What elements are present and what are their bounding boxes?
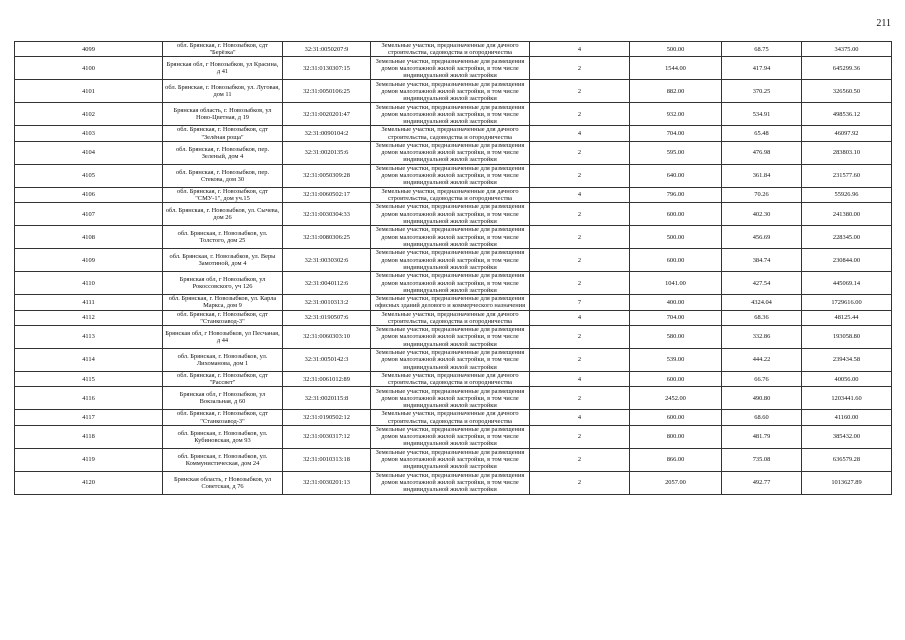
address-cell: обл. Брянская, г. Новозыбков, ул. Карла Маркса, дом 9: [163, 295, 283, 310]
cadastral-value-cell: 228345.00: [802, 226, 892, 249]
table-row: [15, 57, 892, 80]
row-number-cell: 4108: [15, 226, 163, 249]
cadastral-number-cell: 32:31:0060502:17: [283, 187, 371, 202]
row-number-cell: 4111: [15, 295, 163, 310]
cadastral-value-cell: 239434.58: [802, 349, 892, 372]
cadastral-number-cell: 32:31:0030302:6: [283, 249, 371, 272]
land-use-cell: Земельные участки, предназначенные для размещения домов малоэтажной жилой застройки, в том числе индивидуальной жилой застройки: [371, 80, 530, 103]
cadastral-number-cell: 32:31:0010313:18: [283, 448, 371, 471]
specific-value-cell: 476.98: [722, 141, 802, 164]
group-cell: 4: [530, 42, 630, 57]
address-cell: обл. Брянская, г. Новозыбков, пер. Стекова, дом 30: [163, 164, 283, 187]
address-cell: Брянская область, г. Новозыбков, ул Ново-Цветная, д 19: [163, 103, 283, 126]
table-row: [15, 349, 892, 372]
row-number-cell: 4117: [15, 410, 163, 425]
area-cell: 2057.00: [630, 471, 722, 494]
row-number-cell: 4099: [15, 42, 163, 57]
cadastral-value-cell: 41160.00: [802, 410, 892, 425]
row-number-cell: 4112: [15, 310, 163, 325]
row-number-cell: 4102: [15, 103, 163, 126]
cadastral-number-cell: 32:31:0010313:2: [283, 295, 371, 310]
land-use-cell: Земельные участки, предназначенные для размещения домов малоэтажной жилой застройки, в том числе индивидуальной жилой застройки: [371, 448, 530, 471]
cadastral-number-cell: 32:31:0050142:3: [283, 349, 371, 372]
land-use-cell: Земельные участки, предназначенные для размещения домов малоэтажной жилой застройки, в том числе индивидуальной жилой застройки: [371, 203, 530, 226]
group-cell: 2: [530, 349, 630, 372]
cadastral-value-cell: 498536.12: [802, 103, 892, 126]
area-cell: 704.00: [630, 126, 722, 141]
specific-value-cell: 384.74: [722, 249, 802, 272]
land-use-cell: Земельные участки, предназначенные для размещения домов малоэтажной жилой застройки, в том числе индивидуальной жилой застройки: [371, 164, 530, 187]
area-cell: 600.00: [630, 410, 722, 425]
area-cell: 580.00: [630, 326, 722, 349]
area-cell: 400.00: [630, 295, 722, 310]
table-row: [15, 471, 892, 494]
address-cell: обл. Брянская, г. Новозыбков, сдт "Станкозавод-3": [163, 410, 283, 425]
cadastral-value-cell: 231577.60: [802, 164, 892, 187]
cadastral-value-cell: 1203441.60: [802, 387, 892, 410]
address-cell: обл. Брянская, г. Новозыбков, ул. Коммунистическая, дом 24: [163, 448, 283, 471]
address-cell: обл. Брянская, г. Новозыбков, сдт "Рассвет": [163, 372, 283, 387]
area-cell: 1544.00: [630, 57, 722, 80]
table-row: [15, 372, 892, 387]
group-cell: 4: [530, 372, 630, 387]
row-number-cell: 4120: [15, 471, 163, 494]
row-number-cell: 4107: [15, 203, 163, 226]
cadastral-value-cell: 55926.96: [802, 187, 892, 202]
table-row: [15, 448, 892, 471]
table-row: [15, 103, 892, 126]
specific-value-cell: 492.77: [722, 471, 802, 494]
table-row: [15, 187, 892, 202]
group-cell: 2: [530, 425, 630, 448]
land-use-cell: Земельные участки, предназначенные для дачного строительства, садоводства и огородничества: [371, 372, 530, 387]
cadastral-value-table: [14, 41, 892, 495]
cadastral-number-cell: 32:31:0030317:12: [283, 425, 371, 448]
land-use-cell: Земельные участки, предназначенные для дачного строительства, садоводства и огородничества: [371, 410, 530, 425]
area-cell: 600.00: [630, 203, 722, 226]
land-use-cell: Земельные участки, предназначенные для дачного строительства, садоводства и огородничества: [371, 126, 530, 141]
cadastral-value-cell: 40056.00: [802, 372, 892, 387]
cadastral-value-cell: 48125.44: [802, 310, 892, 325]
specific-value-cell: 66.76: [722, 372, 802, 387]
address-cell: обл. Брянская, г. Новозыбков, ул. Толстого, дом 25: [163, 226, 283, 249]
land-use-cell: Земельные участки, предназначенные для размещения домов малоэтажной жилой застройки, в том числе индивидуальной жилой застройки: [371, 103, 530, 126]
land-use-cell: Земельные участки, предназначенные для размещения домов малоэтажной жилой застройки, в том числе индивидуальной жилой застройки: [371, 326, 530, 349]
cadastral-number-cell: 32:31:0040112:6: [283, 272, 371, 295]
land-use-cell: Земельные участки, предназначенные для дачного строительства, садоводства и огородничества: [371, 310, 530, 325]
row-number-cell: 4105: [15, 164, 163, 187]
table-row: [15, 42, 892, 57]
cadastral-value-cell: 46097.92: [802, 126, 892, 141]
cadastral-number-cell: 32:31:0190507:6: [283, 310, 371, 325]
address-cell: обл. Брянская, г. Новозыбков, ул. Сычева, дом 26: [163, 203, 283, 226]
table-row: [15, 126, 892, 141]
row-number-cell: 4115: [15, 372, 163, 387]
cadastral-value-cell: 283803.10: [802, 141, 892, 164]
table-row: [15, 249, 892, 272]
address-cell: обл. Брянская, г. Новозыбков, ул. Лихоманова, дом 1: [163, 349, 283, 372]
cadastral-number-cell: 32:31:0090104:2: [283, 126, 371, 141]
cadastral-number-cell: 32:31:0080306:25: [283, 226, 371, 249]
address-cell: обл. Брянская, г. Новозыбков, ул. Кубиновская, дом 93: [163, 425, 283, 448]
cadastral-number-cell: 32:31:0061012:89: [283, 372, 371, 387]
area-cell: 2452.00: [630, 387, 722, 410]
cadastral-value-cell: 34375.00: [802, 42, 892, 57]
specific-value-cell: 65.48: [722, 126, 802, 141]
land-use-cell: Земельные участки, предназначенные для размещения домов малоэтажной жилой застройки, в том числе индивидуальной жилой застройки: [371, 226, 530, 249]
group-cell: 2: [530, 164, 630, 187]
cadastral-number-cell: 32:31:0020115:8: [283, 387, 371, 410]
specific-value-cell: 332.86: [722, 326, 802, 349]
group-cell: 2: [530, 326, 630, 349]
cadastral-value-cell: 1013627.89: [802, 471, 892, 494]
row-number-cell: 4104: [15, 141, 163, 164]
cadastral-value-cell: 1729616.00: [802, 295, 892, 310]
cadastral-number-cell: 32:31:0190502:12: [283, 410, 371, 425]
page-number: 211: [876, 18, 891, 29]
land-use-cell: Земельные участки, предназначенные для размещения домов малоэтажной жилой застройки, в том числе индивидуальной жилой застройки: [371, 272, 530, 295]
cadastral-value-cell: 230844.00: [802, 249, 892, 272]
address-cell: Брянская обл, г Новозыбков, ул Песчаная, д 44: [163, 326, 283, 349]
cadastral-value-cell: 636579.28: [802, 448, 892, 471]
area-cell: 1041.00: [630, 272, 722, 295]
cadastral-number-cell: 32:31:0030201:13: [283, 471, 371, 494]
cadastral-number-cell: 32:31:0060303:10: [283, 326, 371, 349]
table-row: [15, 425, 892, 448]
area-cell: 595.00: [630, 141, 722, 164]
group-cell: 2: [530, 80, 630, 103]
address-cell: обл. Брянская, г. Новозыбков, пер. Зеленый, дом 4: [163, 141, 283, 164]
land-use-cell: Земельные участки, предназначенные для размещения домов малоэтажной жилой застройки, в том числе индивидуальной жилой застройки: [371, 249, 530, 272]
specific-value-cell: 444.22: [722, 349, 802, 372]
row-number-cell: 4118: [15, 425, 163, 448]
specific-value-cell: 534.91: [722, 103, 802, 126]
row-number-cell: 4101: [15, 80, 163, 103]
specific-value-cell: 370.25: [722, 80, 802, 103]
cadastral-value-cell: 445069.14: [802, 272, 892, 295]
cadastral-number-cell: 32:31:0050207:9: [283, 42, 371, 57]
area-cell: 500.00: [630, 226, 722, 249]
specific-value-cell: 417.94: [722, 57, 802, 80]
land-use-cell: Земельные участки, предназначенные для размещения домов малоэтажной жилой застройки, в том числе индивидуальной жилой застройки: [371, 387, 530, 410]
area-cell: 500.00: [630, 42, 722, 57]
address-cell: обл. Брянская, г. Новозыбков, сдт "СМУ-1", дом уч.15: [163, 187, 283, 202]
land-use-cell: Земельные участки, предназначенные для дачного строительства, садоводства и огородничества: [371, 42, 530, 57]
specific-value-cell: 427.54: [722, 272, 802, 295]
group-cell: 2: [530, 103, 630, 126]
address-cell: Брянская обл, г Новозыбков, ул Вокзальная, д 60: [163, 387, 283, 410]
group-cell: 4: [530, 310, 630, 325]
cadastral-value-cell: 385432.00: [802, 425, 892, 448]
specific-value-cell: 68.75: [722, 42, 802, 57]
row-number-cell: 4110: [15, 272, 163, 295]
group-cell: 2: [530, 203, 630, 226]
area-cell: 600.00: [630, 372, 722, 387]
land-use-cell: Земельные участки, предназначенные для размещения домов малоэтажной жилой застройки, в том числе индивидуальной жилой застройки: [371, 57, 530, 80]
cadastral-value-cell: 193058.80: [802, 326, 892, 349]
cadastral-number-cell: 32:31:0050106:25: [283, 80, 371, 103]
specific-value-cell: 402.30: [722, 203, 802, 226]
area-cell: 539.00: [630, 349, 722, 372]
area-cell: 600.00: [630, 249, 722, 272]
specific-value-cell: 68.36: [722, 310, 802, 325]
address-cell: Брянская обл, г Новозыбков, ул Рокоссовского, уч 126: [163, 272, 283, 295]
group-cell: 2: [530, 471, 630, 494]
row-number-cell: 4119: [15, 448, 163, 471]
area-cell: 866.00: [630, 448, 722, 471]
table-row: [15, 141, 892, 164]
table-row: [15, 203, 892, 226]
address-cell: обл. Брянская, г. Новозыбков, ул. Луговая, дом 11: [163, 80, 283, 103]
land-use-cell: Земельные участки, предназначенные для размещения домов малоэтажной жилой застройки, в том числе индивидуальной жилой застройки: [371, 141, 530, 164]
specific-value-cell: 481.79: [722, 425, 802, 448]
cadastral-number-cell: 32:31:0020201:47: [283, 103, 371, 126]
specific-value-cell: 70.26: [722, 187, 802, 202]
specific-value-cell: 456.69: [722, 226, 802, 249]
group-cell: 7: [530, 295, 630, 310]
specific-value-cell: 361.84: [722, 164, 802, 187]
row-number-cell: 4100: [15, 57, 163, 80]
group-cell: 4: [530, 410, 630, 425]
row-number-cell: 4103: [15, 126, 163, 141]
group-cell: 4: [530, 187, 630, 202]
specific-value-cell: 4324.04: [722, 295, 802, 310]
area-cell: 704.00: [630, 310, 722, 325]
specific-value-cell: 68.60: [722, 410, 802, 425]
row-number-cell: 4114: [15, 349, 163, 372]
specific-value-cell: 490.80: [722, 387, 802, 410]
specific-value-cell: 735.08: [722, 448, 802, 471]
group-cell: 2: [530, 448, 630, 471]
group-cell: 2: [530, 387, 630, 410]
group-cell: 2: [530, 57, 630, 80]
table-row: [15, 164, 892, 187]
cadastral-number-cell: 32:31:0030304:33: [283, 203, 371, 226]
table-row: [15, 387, 892, 410]
table-row: [15, 310, 892, 325]
table-row: [15, 326, 892, 349]
cadastral-value-cell: 241380.00: [802, 203, 892, 226]
address-cell: Брянская обл, г Новозыбков, ул Красина, д 41: [163, 57, 283, 80]
land-use-cell: Земельные участки, предназначенные для размещения офисных зданий делового и коммерческого назначения: [371, 295, 530, 310]
row-number-cell: 4106: [15, 187, 163, 202]
land-use-cell: Земельные участки, предназначенные для размещения домов малоэтажной жилой застройки, в том числе индивидуальной жилой застройки: [371, 349, 530, 372]
cadastral-number-cell: 32:31:0130307:15: [283, 57, 371, 80]
row-number-cell: 4109: [15, 249, 163, 272]
area-cell: 640.00: [630, 164, 722, 187]
row-number-cell: 4116: [15, 387, 163, 410]
area-cell: 932.00: [630, 103, 722, 126]
address-cell: обл. Брянская, г. Новозыбков, сдт "Станкозавод-3": [163, 310, 283, 325]
table-row: [15, 226, 892, 249]
area-cell: 796.00: [630, 187, 722, 202]
table-row: [15, 272, 892, 295]
group-cell: 4: [530, 126, 630, 141]
group-cell: 2: [530, 141, 630, 164]
cadastral-number-cell: 32:31:0050309:28: [283, 164, 371, 187]
area-cell: 800.00: [630, 425, 722, 448]
address-cell: обл. Брянская, г. Новозыбков, ул. Веры Замотиной, дом 4: [163, 249, 283, 272]
address-cell: обл. Брянская, г. Новозыбков, сдт "Берёзка": [163, 42, 283, 57]
land-use-cell: Земельные участки, предназначенные для размещения домов малоэтажной жилой застройки, в том числе индивидуальной жилой застройки: [371, 425, 530, 448]
address-cell: обл. Брянская, г. Новозыбков, сдт "Зелёная роща": [163, 126, 283, 141]
group-cell: 2: [530, 226, 630, 249]
table-row: [15, 80, 892, 103]
land-use-cell: Земельные участки, предназначенные для дачного строительства, садоводства и огородничества: [371, 187, 530, 202]
cadastral-number-cell: 32:31:0020135:6: [283, 141, 371, 164]
cadastral-value-cell: 326560.50: [802, 80, 892, 103]
table-row: [15, 295, 892, 310]
cadastral-value-cell: 645299.36: [802, 57, 892, 80]
table-row: [15, 410, 892, 425]
address-cell: Брянская область, г Новозыбков, ул Советская, д 76: [163, 471, 283, 494]
land-use-cell: Земельные участки, предназначенные для размещения домов малоэтажной жилой застройки, в том числе индивидуальной жилой застройки: [371, 471, 530, 494]
row-number-cell: 4113: [15, 326, 163, 349]
group-cell: 2: [530, 272, 630, 295]
area-cell: 882.00: [630, 80, 722, 103]
group-cell: 2: [530, 249, 630, 272]
